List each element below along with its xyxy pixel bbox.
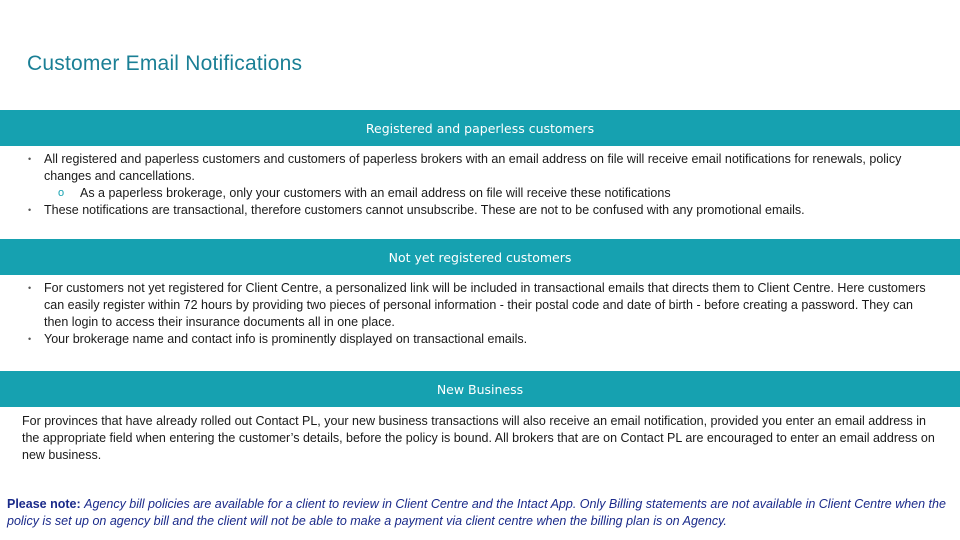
sub-bullet-text: As a paperless brokerage, only your customers with an email address on file will receive these notifications: [80, 186, 671, 200]
list-item: [0, 151, 960, 202]
bullet-list: [0, 151, 960, 219]
bullet-icon: •: [28, 283, 32, 293]
section-heading: Not yet registered customers: [388, 249, 572, 265]
section-header-not-registered: [0, 239, 960, 275]
section-body-new-business: [0, 413, 960, 464]
bullet-text: Your brokerage name and contact info is prominently displayed on transactional emails.: [44, 332, 528, 346]
note-label: Please note:: [7, 497, 81, 511]
section-body-not-registered: [0, 280, 960, 348]
bullet-list: [0, 280, 960, 348]
bullet-icon: •: [28, 205, 32, 215]
list-item: [0, 202, 960, 219]
bullet-text: All registered and paperless customers and customers of paperless brokers with an email address on file will receive email notifications for renewals, policy changes and cancellations.: [44, 152, 902, 183]
section-body-registered: [0, 151, 960, 219]
list-item: [0, 331, 960, 348]
section-header-registered: [0, 110, 960, 146]
new-business-paragraph: For provinces that have already rolled out Contact PL, your new business transactions will also receive an email notification, provided you enter an email address in the appropriate field when entering the customer’s details, before the policy is bound. All brokers that are on Contact PL are encouraged to enter an email address on new business.: [22, 414, 935, 462]
bullet-icon: •: [28, 334, 32, 344]
bullet-icon: •: [28, 154, 32, 164]
section-header-new-business: [0, 371, 960, 407]
note-text: Agency bill policies are available for a client to review in Client Centre and the Intact App. Only Billing statements are not available in Client Centre when the policy is set up on agency bill and the client will not be able to make a payment via client centre when the billing plan is on Agency.: [7, 497, 946, 528]
bullet-text: These notifications are transactional, therefore customers cannot unsubscribe. These are not to be confused with any promotional emails.: [44, 203, 805, 217]
section-heading: Registered and paperless customers: [365, 120, 595, 136]
page-title: Customer Email Notifications: [27, 52, 303, 75]
bullet-text: For customers not yet registered for Client Centre, a personalized link will be included in transactional emails that directs them to Client Centre. Here customers can easily register within 72 hours by providing two pieces of personal information - their postal code and date of birth - before creating a password. They can then login to access their insurance documents all in one place.: [44, 281, 926, 329]
section-heading: New Business: [436, 381, 524, 397]
sub-list-item: [0, 185, 940, 202]
please-note: [7, 496, 957, 530]
sub-bullet-icon: o: [58, 187, 65, 199]
list-item: [0, 280, 960, 331]
